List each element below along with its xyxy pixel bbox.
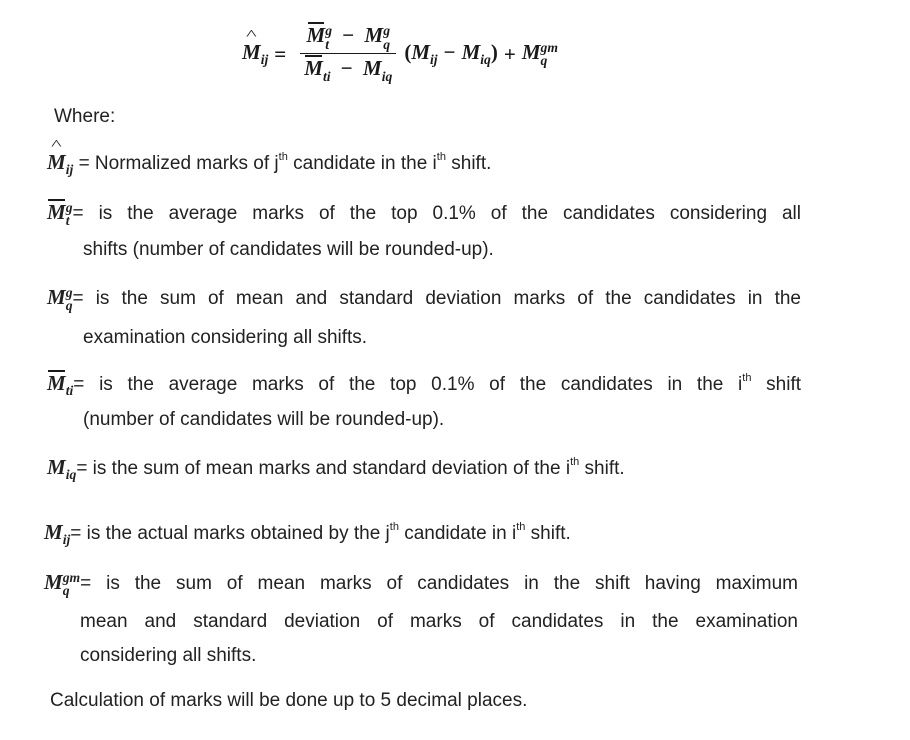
formula-tail: M gm q [521, 39, 558, 69]
where-label: Where: [54, 106, 116, 127]
definition-mean-sd-all-shifts: M g q = is the sum of mean and standard deviation marks of the candidates in the [47, 284, 801, 314]
formula-difference: $(M_{ij} - M_{iq})$ [404, 39, 498, 68]
definition-mean-sd-shift: $M_{iq}=$ is the sum of mean marks and standard deviation of the $i^{th}$ shift. [47, 455, 625, 483]
formula-fraction [300, 23, 396, 84]
formula-plus: + [503, 41, 516, 66]
definition-top-average-all-shifts-cont: shifts (number of candidates will be rounded-up). [83, 239, 494, 260]
definition-normalized-marks: ^ $M_{ij}$ = Normalized marks of $j^{th}$ candidate in the $i^{th}$ shift. [47, 150, 491, 178]
fraction-denominator: $M_{ti} - M_{iq}$ [304, 56, 393, 84]
definition-actual-marks: $M_{ij}=$ is the actual marks obtained by the $j^{th}$ candidate in $i^{th}$ shift. [44, 520, 571, 548]
definition-max-shift-mean-cont2: considering all shifts. [80, 645, 257, 666]
normalization-formula [242, 18, 558, 90]
formula-equals: = [274, 41, 287, 66]
definition-top-average-shift: $M_{ti}=$ is the average marks of the top 0.1% of the candidates in the $i^{th}$ shift [47, 371, 801, 399]
definition-max-shift-mean-cont: mean and standard deviation of marks of candidates in the examination [80, 611, 798, 632]
definition-top-average-all-shifts: M g t = is the average marks of the top 0.1% of the candidates considering all [47, 199, 801, 229]
formula-lhs: ^ $M_{ij}$ [242, 40, 268, 68]
decimal-places-note: Calculation of marks will be done up to 5 decimal places. [50, 690, 528, 711]
fraction-numerator: M g t − M g q [306, 23, 391, 52]
definition-max-shift-mean: M gm q = is the sum of mean marks of candidates in the shift having maximum [44, 569, 798, 599]
definition-mean-sd-all-shifts-cont: examination considering all shifts. [83, 327, 368, 348]
definition-top-average-shift-cont: (number of candidates will be rounded-up). [83, 409, 445, 430]
